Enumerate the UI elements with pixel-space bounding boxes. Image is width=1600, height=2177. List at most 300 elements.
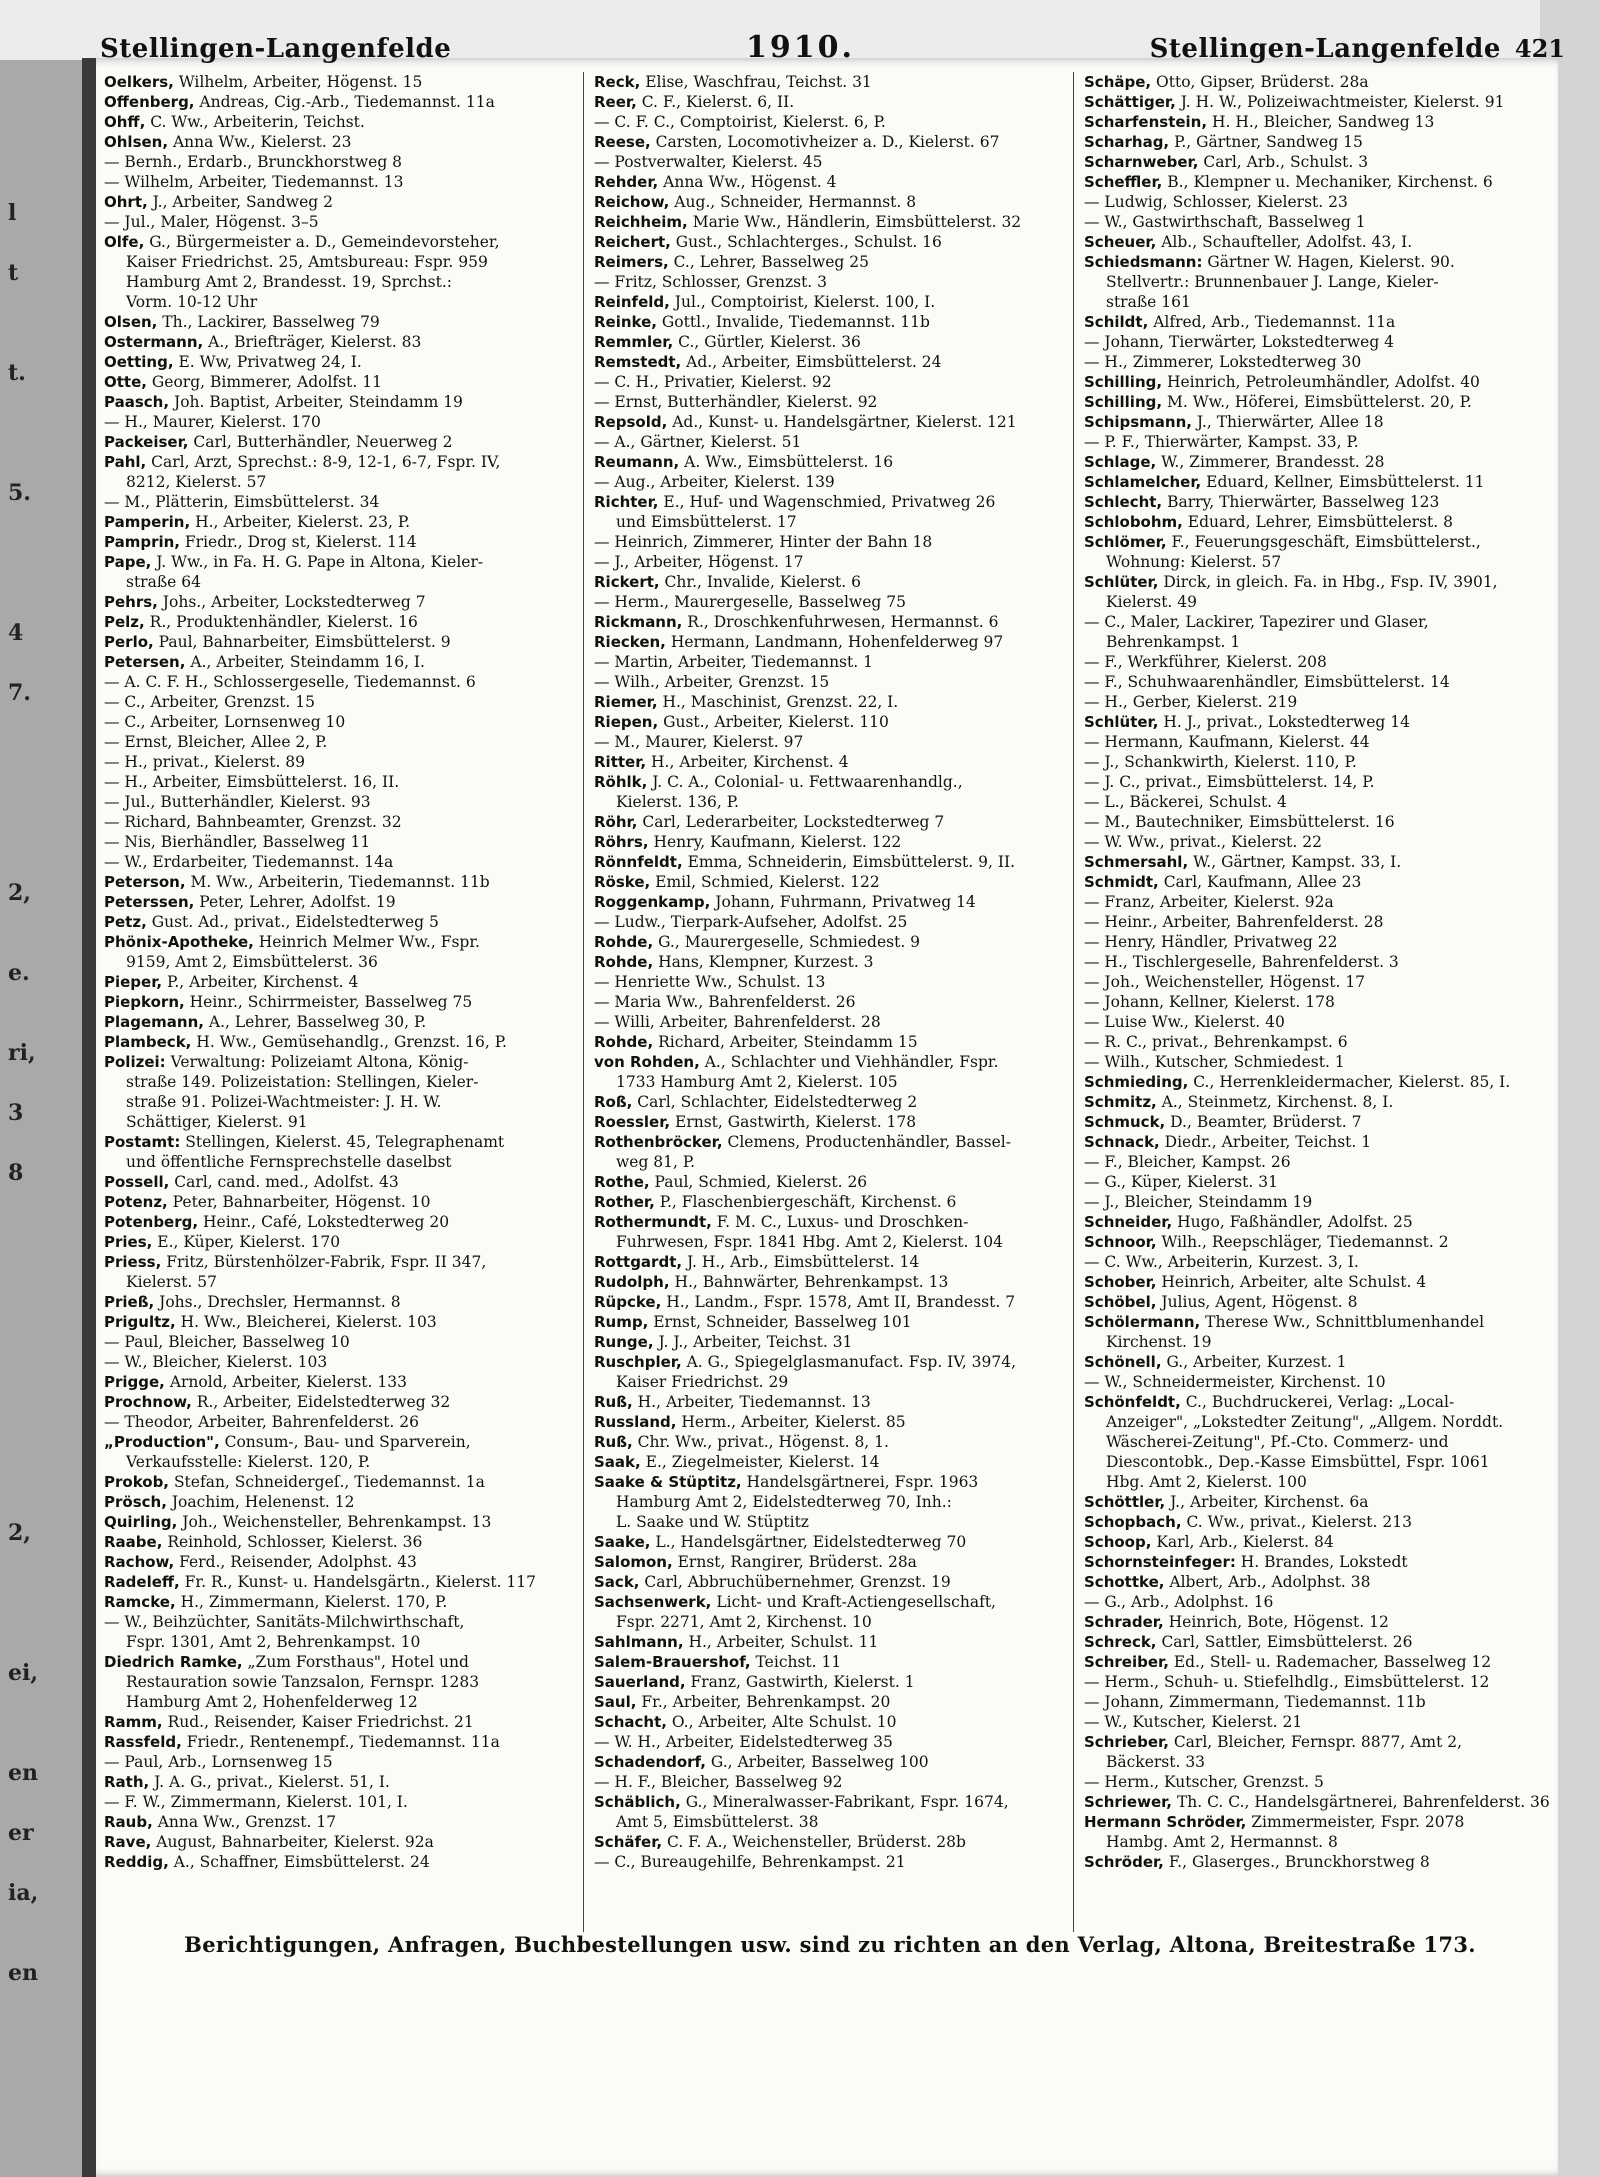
entry-surname: Rath,	[104, 1773, 150, 1791]
entry-details: Otto, Gipser, Brüderst. 28a	[1151, 73, 1369, 91]
entry-details: Karl, Arb., Kielerst. 84	[1151, 1533, 1334, 1551]
directory-entry-line	[1080, 1452, 1560, 1472]
entry-details: H., Maschinist, Grenzst. 22, I.	[657, 693, 899, 711]
entry-details: Marie Ww., Händlerin, Eimsbüttelerst. 32	[687, 213, 1022, 231]
directory-entry-line	[590, 1812, 1073, 1832]
directory-entry-line	[100, 1132, 583, 1152]
entry-surname: Possell,	[104, 1173, 170, 1191]
directory-entry-line	[590, 1752, 1073, 1772]
directory-entry-line	[590, 1552, 1073, 1572]
directory-entry-line	[1080, 372, 1560, 392]
directory-entry-line	[1080, 1372, 1560, 1392]
entry-surname: Pelz,	[104, 613, 145, 631]
entry-details: — H. F., Bleicher, Basselweg 92	[594, 1773, 843, 1791]
directory-entry-line	[100, 772, 583, 792]
entry-surname: Schmuck,	[1084, 1113, 1166, 1131]
entry-details: 8212, Kielerst. 57	[126, 473, 267, 491]
entry-details: Ernst, Rangirer, Brüderst. 28a	[672, 1553, 917, 1571]
directory-entry-line	[100, 1812, 583, 1832]
entry-surname: Schmidt,	[1084, 873, 1159, 891]
entry-surname: Reichheim,	[594, 213, 688, 231]
directory-entry-line	[1080, 1352, 1560, 1372]
entry-surname: Scheffler,	[1084, 173, 1163, 191]
directory-entry-line	[1080, 1092, 1560, 1112]
entry-details: — Luise Ww., Kielerst. 40	[1084, 1013, 1285, 1031]
directory-entry-line	[1080, 112, 1560, 132]
entry-details: Julius, Agent, Högenst. 8	[1156, 1293, 1358, 1311]
entry-details: J. H. W., Polizeiwachtmeister, Kielerst. 91	[1175, 93, 1505, 111]
entry-surname: Schottke,	[1084, 1573, 1165, 1591]
entry-details: Clemens, Productenhändler, Bassel-	[722, 1133, 1011, 1151]
entry-surname: Schölermann,	[1084, 1313, 1201, 1331]
directory-entry-line	[1080, 712, 1560, 732]
directory-entry-line	[590, 732, 1073, 752]
margin-mark: 2,	[8, 1520, 31, 1546]
directory-entry-line	[1080, 1012, 1560, 1032]
entry-details: straße 149. Polizeistation: Stellingen, Kieler-	[126, 1073, 479, 1091]
entry-surname: Schlobohm,	[1084, 513, 1183, 531]
directory-entry-line	[100, 932, 583, 952]
entry-details: Ad., Arbeiter, Eimsbüttelerst. 24	[681, 353, 942, 371]
entry-details: D., Beamter, Brüderst. 7	[1165, 1113, 1362, 1131]
directory-entry-line	[590, 472, 1073, 492]
entry-surname: Schildt,	[1084, 313, 1149, 331]
directory-entry-line	[100, 1852, 583, 1872]
entry-details: G., Maurergeselle, Schmiedest. 9	[653, 933, 921, 951]
entry-details: Handelsgärtnerei, Fspr. 1963	[741, 1473, 979, 1491]
directory-entry-line	[100, 1512, 583, 1532]
entry-details: Restauration sowie Tanzsalon, Fernspr. 1283	[126, 1673, 480, 1691]
directory-entry-line	[1080, 812, 1560, 832]
entry-surname: Ruschpler,	[594, 1353, 682, 1371]
directory-entry-line	[100, 212, 583, 232]
entry-details: A., Lehrer, Basselweg 30, P.	[203, 1013, 427, 1031]
entry-surname: Röske,	[594, 873, 651, 891]
entry-surname: Schneider,	[1084, 1213, 1173, 1231]
directory-entry-line	[100, 912, 583, 932]
entry-details: — Herm., Schuh- u. Stiefelhdlg., Eimsbüttelerst. 12	[1084, 1673, 1490, 1691]
entry-surname: Piepkorn,	[104, 993, 185, 1011]
entry-details: — Martin, Arbeiter, Tiedemannst. 1	[594, 653, 873, 671]
entry-details: J., Thierwärter, Allee 18	[1192, 413, 1384, 431]
directory-entry-line	[100, 1532, 583, 1552]
entry-details: — Willi, Arbeiter, Bahrenfelderst. 28	[594, 1013, 881, 1031]
directory-entry-line	[590, 232, 1073, 252]
entry-details: C. F., Kielerst. 6, II.	[636, 93, 795, 111]
directory-entry-line	[1080, 692, 1560, 712]
entry-details: Johs., Drechsler, Hermannst. 8	[154, 1293, 401, 1311]
entry-details: G., Bürgermeister a. D., Gemeindevorsteher,	[144, 233, 500, 251]
directory-entry-line	[590, 992, 1073, 1012]
entry-surname: Salomon,	[594, 1553, 673, 1571]
directory-entry-line	[1080, 412, 1560, 432]
directory-entry-line	[590, 1352, 1073, 1372]
entry-surname: Rönnfeldt,	[594, 853, 683, 871]
directory-entry-line	[100, 72, 583, 92]
directory-entry-line	[1080, 212, 1560, 232]
directory-entry-line	[1080, 72, 1560, 92]
margin-mark: ri,	[8, 1040, 36, 1066]
entry-details: Hermann, Landmann, Hohenfelderweg 97	[665, 633, 1004, 651]
entry-surname: Prochnow,	[104, 1393, 192, 1411]
directory-entry-line	[1080, 172, 1560, 192]
entry-surname: Schornsteinfeger:	[1084, 1553, 1236, 1571]
entry-details: Carl, Lederarbeiter, Lockstedterweg 7	[637, 813, 945, 831]
margin-mark: t.	[8, 360, 26, 386]
entry-surname: Schlüter,	[1084, 573, 1159, 591]
entry-surname: Sachsenwerk,	[594, 1593, 712, 1611]
directory-entry-line	[100, 1792, 583, 1812]
entry-surname: Remmler,	[594, 333, 674, 351]
directory-entry-line	[100, 792, 583, 812]
directory-entry-line	[590, 392, 1073, 412]
entry-surname: Sauerland,	[594, 1673, 686, 1691]
entry-details: — G., Arb., Adolphst. 16	[1084, 1593, 1274, 1611]
directory-entry-line	[590, 772, 1073, 792]
entry-details: Licht- und Kraft-Actiengesellschaft,	[711, 1593, 996, 1611]
entry-surname: Rothermundt,	[594, 1213, 712, 1231]
directory-entry-line	[590, 1792, 1073, 1812]
entry-surname: Pahl,	[104, 453, 147, 471]
entry-details: — H., Zimmerer, Lokstedterweg 30	[1084, 353, 1362, 371]
entry-details: Emma, Schneiderin, Eimsbüttelerst. 9, II.	[682, 853, 1016, 871]
entry-details: Heinr., Café, Lokstedterweg 20	[198, 1213, 450, 1231]
directory-entry-line	[590, 1012, 1073, 1032]
entry-details: Hamburg Amt 2, Eidelstedterweg 70, Inh.:	[616, 1493, 952, 1511]
directory-entry-line	[1080, 1572, 1560, 1592]
entry-surname: Hermann Schröder,	[1084, 1813, 1247, 1831]
entry-details: Carl, Arb., Schulst. 3	[1198, 153, 1369, 171]
directory-entry-line	[1080, 1832, 1560, 1852]
directory-entry-line	[590, 412, 1073, 432]
entry-details: — Johann, Tierwärter, Lokstedterweg 4	[1084, 333, 1395, 351]
directory-entry-line	[100, 732, 583, 752]
directory-entry-line	[1080, 1112, 1560, 1132]
directory-entry-line	[100, 92, 583, 112]
entry-details: E., Ziegelmeister, Kielerst. 14	[640, 1453, 880, 1471]
directory-entry-line	[590, 1112, 1073, 1132]
entry-details: Aug., Schneider, Hermannst. 8	[669, 193, 917, 211]
entry-surname: Sahlmann,	[594, 1633, 684, 1651]
entry-details: H., Landm., Fspr. 1578, Amt II, Brandesst. 7	[661, 1293, 1016, 1311]
entry-details: — W., Kutscher, Kielerst. 21	[1084, 1713, 1303, 1731]
directory-entry-line	[100, 472, 583, 492]
entry-surname: Schöbel,	[1084, 1293, 1157, 1311]
entry-surname: Ohff,	[104, 113, 146, 131]
margin-mark: ei,	[8, 1660, 39, 1686]
entry-details: — M., Bautechniker, Eimsbüttelerst. 16	[1084, 813, 1395, 831]
directory-entry-line	[100, 1232, 583, 1252]
entry-surname: Paasch,	[104, 393, 170, 411]
entry-surname: Rother,	[594, 1193, 655, 1211]
directory-entry-line	[100, 1292, 583, 1312]
entry-details: — P. F., Thierwärter, Kampst. 33, P.	[1084, 433, 1359, 451]
directory-entry-line	[1080, 492, 1560, 512]
entry-details: P., Gärtner, Sandweg 15	[1169, 133, 1363, 151]
entry-details: Peter, Lehrer, Adolfst. 19	[194, 893, 396, 911]
entry-details: Consum-, Bau- und Sparverein,	[219, 1433, 471, 1451]
directory-entry-line	[1080, 772, 1560, 792]
directory-entry-line	[100, 1212, 583, 1232]
entry-surname: Schönell,	[1084, 1353, 1162, 1371]
entry-details: A., Steinmetz, Kirchenst. 8, I.	[1156, 1093, 1394, 1111]
entry-surname: Petersen,	[104, 653, 186, 671]
directory-entry-line	[100, 292, 583, 312]
directory-entry-line	[590, 1592, 1073, 1612]
entry-details: — W., Bleicher, Kielerst. 103	[104, 1353, 328, 1371]
entry-surname: Pamprin,	[104, 533, 180, 551]
directory-entry-line	[590, 272, 1073, 292]
header-year: 1910.	[745, 30, 855, 65]
entry-details: Kielerst. 49	[1106, 593, 1198, 611]
directory-entry-line	[100, 332, 583, 352]
entry-details: Reinhold, Schlosser, Kielerst. 36	[162, 1533, 423, 1551]
directory-entry-line	[590, 712, 1073, 732]
directory-entry-line	[590, 1212, 1073, 1232]
directory-entry-line	[100, 1072, 583, 1092]
entry-details: — Ludwig, Schlosser, Kielerst. 23	[1084, 193, 1348, 211]
directory-entry-line	[590, 1292, 1073, 1312]
entry-surname: Raabe,	[104, 1533, 163, 1551]
directory-entry-line	[100, 1112, 583, 1132]
entry-surname: Schilling,	[1084, 373, 1163, 391]
entry-details: — Paul, Bleicher, Basselweg 10	[104, 1333, 350, 1351]
directory-entry-line	[1080, 1752, 1560, 1772]
entry-details: August, Bahnarbeiter, Kielerst. 92a	[151, 1833, 434, 1851]
directory-entry-line	[590, 792, 1073, 812]
entry-surname: Reck,	[594, 73, 641, 91]
entry-surname: Richter,	[594, 493, 659, 511]
margin-mark: e.	[8, 960, 30, 986]
directory-entry-line	[590, 1452, 1073, 1472]
entry-surname: Schadendorf,	[594, 1753, 706, 1771]
directory-entry-line	[1080, 512, 1560, 532]
entry-surname: Schnoor,	[1084, 1233, 1157, 1251]
entry-surname: Schmieding,	[1084, 1073, 1189, 1091]
entry-details: Gust. Ad., privat., Eidelstedterweg 5	[146, 913, 439, 931]
entry-surname: Scharnweber,	[1084, 153, 1199, 171]
entry-details: — F., Schuhwaarenhändler, Eimsbüttelerst. 14	[1084, 673, 1450, 691]
entry-details: Peter, Bahnarbeiter, Högenst. 10	[167, 1193, 431, 1211]
entry-details: Wohnung: Kielerst. 57	[1106, 553, 1282, 571]
entry-surname: Saake,	[594, 1533, 651, 1551]
entry-details: — Fritz, Schlosser, Grenzst. 3	[594, 273, 828, 291]
directory-entry-line	[1080, 1492, 1560, 1512]
entry-details: C. Ww., Arbeiterin, Teichst.	[145, 113, 365, 131]
entry-details: — Ernst, Bleicher, Allee 2, P.	[104, 733, 328, 751]
entry-details: — Ludw., Tierpark-Aufseher, Adolfst. 25	[594, 913, 908, 931]
directory-entry-line	[1080, 1472, 1560, 1492]
directory-entry-line	[100, 112, 583, 132]
directory-entry-line	[1080, 352, 1560, 372]
directory-entry-line	[100, 1572, 583, 1592]
directory-entry-line	[100, 432, 583, 452]
directory-entry-line	[590, 112, 1073, 132]
entry-details: straße 91. Polizei-Wachtmeister: J. H. W.	[126, 1093, 442, 1111]
directory-entry-line	[590, 312, 1073, 332]
directory-entry-line	[1080, 1392, 1560, 1412]
entry-surname: Schopbach,	[1084, 1513, 1182, 1531]
entry-details: — L., Bäckerei, Schulst. 4	[1084, 793, 1287, 811]
entry-details: Barry, Thierwärter, Basselweg 123	[1162, 493, 1440, 511]
directory-entry-line	[100, 832, 583, 852]
entry-details: Carl, Kaufmann, Allee 23	[1158, 873, 1362, 891]
entry-surname: Saak,	[594, 1453, 641, 1471]
entry-details: J. C. A., Colonial- u. Fettwaarenhandlg.,	[647, 773, 963, 791]
entry-details: Joh., Weichensteller, Behrenkampst. 13	[177, 1513, 492, 1531]
margin-mark: 8	[8, 1160, 24, 1186]
directory-entry-line	[1080, 1692, 1560, 1712]
entry-details: — Hermann, Kaufmann, Kielerst. 44	[1084, 733, 1370, 751]
entry-surname: Schättiger,	[1084, 93, 1176, 111]
directory-entry-line	[1080, 892, 1560, 912]
entry-details: und öffentliche Fernsprechstelle daselbst	[126, 1153, 452, 1171]
entry-details: — Jul., Butterhändler, Kielerst. 93	[104, 793, 371, 811]
entry-details: Ernst, Schneider, Basselweg 101	[648, 1313, 912, 1331]
directory-entry-line	[100, 512, 583, 532]
entry-details: Anna Ww., Högenst. 4	[658, 173, 837, 191]
entry-details: — Paul, Arb., Lornsenweg 15	[104, 1753, 333, 1771]
entry-details: Therese Ww., Schnittblumenhandel	[1200, 1313, 1485, 1331]
entry-details: — H., Gerber, Kielerst. 219	[1084, 693, 1298, 711]
directory-entry-line	[1080, 832, 1560, 852]
directory-entry-line	[100, 612, 583, 632]
entry-details: J. A. G., privat., Kielerst. 51, I.	[149, 1773, 390, 1791]
directory-entry-line	[1080, 1632, 1560, 1652]
directory-entry-line	[590, 1612, 1073, 1632]
entry-surname: Roggenkamp,	[594, 893, 711, 911]
directory-entry-line	[100, 752, 583, 772]
entry-details: Fspr. 2271, Amt 2, Kirchenst. 10	[616, 1613, 872, 1631]
directory-entry-line	[590, 1852, 1073, 1872]
entry-details: — Theodor, Arbeiter, Bahrenfelderst. 26	[104, 1413, 419, 1431]
directory-entry-line	[590, 1532, 1073, 1552]
directory-entry-line	[590, 1492, 1073, 1512]
directory-entry-line	[1080, 1412, 1560, 1432]
directory-entry-line	[100, 592, 583, 612]
entry-details: Joachim, Helenenst. 12	[166, 1493, 355, 1511]
entry-details: — Wilhelm, Arbeiter, Tiedemannst. 13	[104, 173, 404, 191]
directory-entry-line	[1080, 252, 1560, 272]
entry-surname: Rottgardt,	[594, 1253, 683, 1271]
entry-details: — Herm., Kutscher, Grenzst. 5	[1084, 1773, 1324, 1791]
entry-details: Vorm. 10-12 Uhr	[126, 293, 258, 311]
directory-entry-line	[1080, 1152, 1560, 1172]
directory-entry-line	[1080, 1532, 1560, 1552]
directory-entry-line	[590, 1332, 1073, 1352]
directory-entry-line	[590, 752, 1073, 772]
entry-details: — H., privat., Kielerst. 89	[104, 753, 306, 771]
entry-details: C. F. A., Weichensteller, Brüderst. 28b	[662, 1833, 966, 1851]
entry-details: Stellvertr.: Brunnenbauer J. Lange, Kieler-	[1106, 273, 1439, 291]
entry-details: — W., Schneidermeister, Kirchenst. 10	[1084, 1373, 1386, 1391]
directory-entry-line	[590, 1412, 1073, 1432]
entry-details: Alb., Schaufteller, Adolfst. 43, I.	[1156, 233, 1413, 251]
entry-surname: Rothenbröcker,	[594, 1133, 723, 1151]
directory-entry-line	[590, 1512, 1073, 1532]
entry-details: — F. W., Zimmermann, Kielerst. 101, I.	[104, 1793, 408, 1811]
directory-entry-line	[590, 1052, 1073, 1072]
entry-details: Carl, Sattler, Eimsbüttelerst. 26	[1156, 1633, 1413, 1651]
margin-mark: 2,	[8, 880, 31, 906]
entry-details: — Franz, Arbeiter, Kielerst. 92a	[1084, 893, 1334, 911]
directory-entry-line	[590, 1432, 1073, 1452]
directory-entry-line	[1080, 632, 1560, 652]
entry-details: L., Handelsgärtner, Eidelstedterweg 70	[650, 1533, 967, 1551]
entry-details: J. H., Arb., Eimsbüttelerst. 14	[682, 1253, 920, 1271]
directory-entry-line	[1080, 392, 1560, 412]
entry-details: H. H., Bleicher, Sandweg 13	[1207, 113, 1435, 131]
entry-surname: Rehder,	[594, 173, 659, 191]
directory-entry-line	[1080, 932, 1560, 952]
directory-entry-line	[1080, 1652, 1560, 1672]
entry-surname: Perlo,	[104, 633, 154, 651]
entry-surname: Röhlk,	[594, 773, 648, 791]
entry-details: — Heinr., Arbeiter, Bahrenfelderst. 28	[1084, 913, 1384, 931]
entry-surname: Schoop,	[1084, 1533, 1152, 1551]
entry-surname: Röhr,	[594, 813, 638, 831]
directory-entry-line	[100, 1032, 583, 1052]
entry-details: Paul, Schmied, Kielerst. 26	[649, 1173, 868, 1191]
entry-details: G., Mineralwasser-Fabrikant, Fspr. 1674,	[680, 1793, 1009, 1811]
entry-details: C., Herrenkleidermacher, Kielerst. 85, I.	[1188, 1073, 1511, 1091]
entry-surname: Peterson,	[104, 873, 186, 891]
entry-details: — Henry, Händler, Privatweg 22	[1084, 933, 1338, 951]
entry-details: Fuhrwesen, Fspr. 1841 Hbg. Amt 2, Kielerst. 104	[616, 1233, 1003, 1251]
entry-details: — A., Gärtner, Kielerst. 51	[594, 433, 802, 451]
entry-details: — Aug., Arbeiter, Kielerst. 139	[594, 473, 835, 491]
directory-entry-line	[590, 332, 1073, 352]
directory-entry-line	[590, 172, 1073, 192]
directory-entry-line	[100, 1352, 583, 1372]
entry-details: Carl, Abbruchübernehmer, Grenzst. 19	[639, 1573, 951, 1591]
entry-details: J., Arbeiter, Kirchenst. 6a	[1165, 1493, 1369, 1511]
entry-details: — C., Arbeiter, Grenzst. 15	[104, 693, 316, 711]
entry-details: L. Saake und W. Stüptitz	[616, 1513, 809, 1531]
directory-entry-line	[1080, 132, 1560, 152]
margin-mark: 5.	[8, 480, 31, 506]
margin-mark: en	[8, 1960, 38, 1986]
margin-mark: 3	[8, 1100, 24, 1126]
directory-entry-line	[100, 1752, 583, 1772]
directory-entry-line	[100, 952, 583, 972]
entry-details: Carsten, Locomotivheizer a. D., Kielerst. 67	[650, 133, 1000, 151]
entry-details: Henry, Kaufmann, Kielerst. 122	[648, 833, 902, 851]
entry-details: — J., Bleicher, Steindamm 19	[1084, 1193, 1313, 1211]
entry-details: B., Klempner u. Mechaniker, Kirchenst. 6	[1162, 173, 1493, 191]
directory-entry-line	[100, 1772, 583, 1792]
directory-entry-line	[1080, 912, 1560, 932]
entry-surname: Potenz,	[104, 1193, 168, 1211]
directory-entry-line	[100, 632, 583, 652]
margin-mark: 4	[8, 620, 24, 646]
directory-entry-line	[100, 392, 583, 412]
directory-entry-line	[100, 1092, 583, 1112]
directory-entry-line	[1080, 1812, 1560, 1832]
entry-details: J. Ww., in Fa. H. G. Pape in Altona, Kieler-	[151, 553, 484, 571]
entry-surname: Olsen,	[104, 313, 158, 331]
entry-surname: Schober,	[1084, 1273, 1157, 1291]
margin-mark: l	[8, 200, 17, 226]
directory-entry-line	[100, 1252, 583, 1272]
directory-entry-line	[100, 1412, 583, 1432]
directory-entry-line	[590, 1712, 1073, 1732]
entry-details: — J. C., privat., Eimsbüttelerst. 14, P.	[1084, 773, 1375, 791]
entry-details: Arnold, Arbeiter, Kielerst. 133	[164, 1373, 407, 1391]
directory-entry-line	[100, 372, 583, 392]
entry-surname: Schriewer,	[1084, 1793, 1173, 1811]
directory-entry-line	[1080, 472, 1560, 492]
